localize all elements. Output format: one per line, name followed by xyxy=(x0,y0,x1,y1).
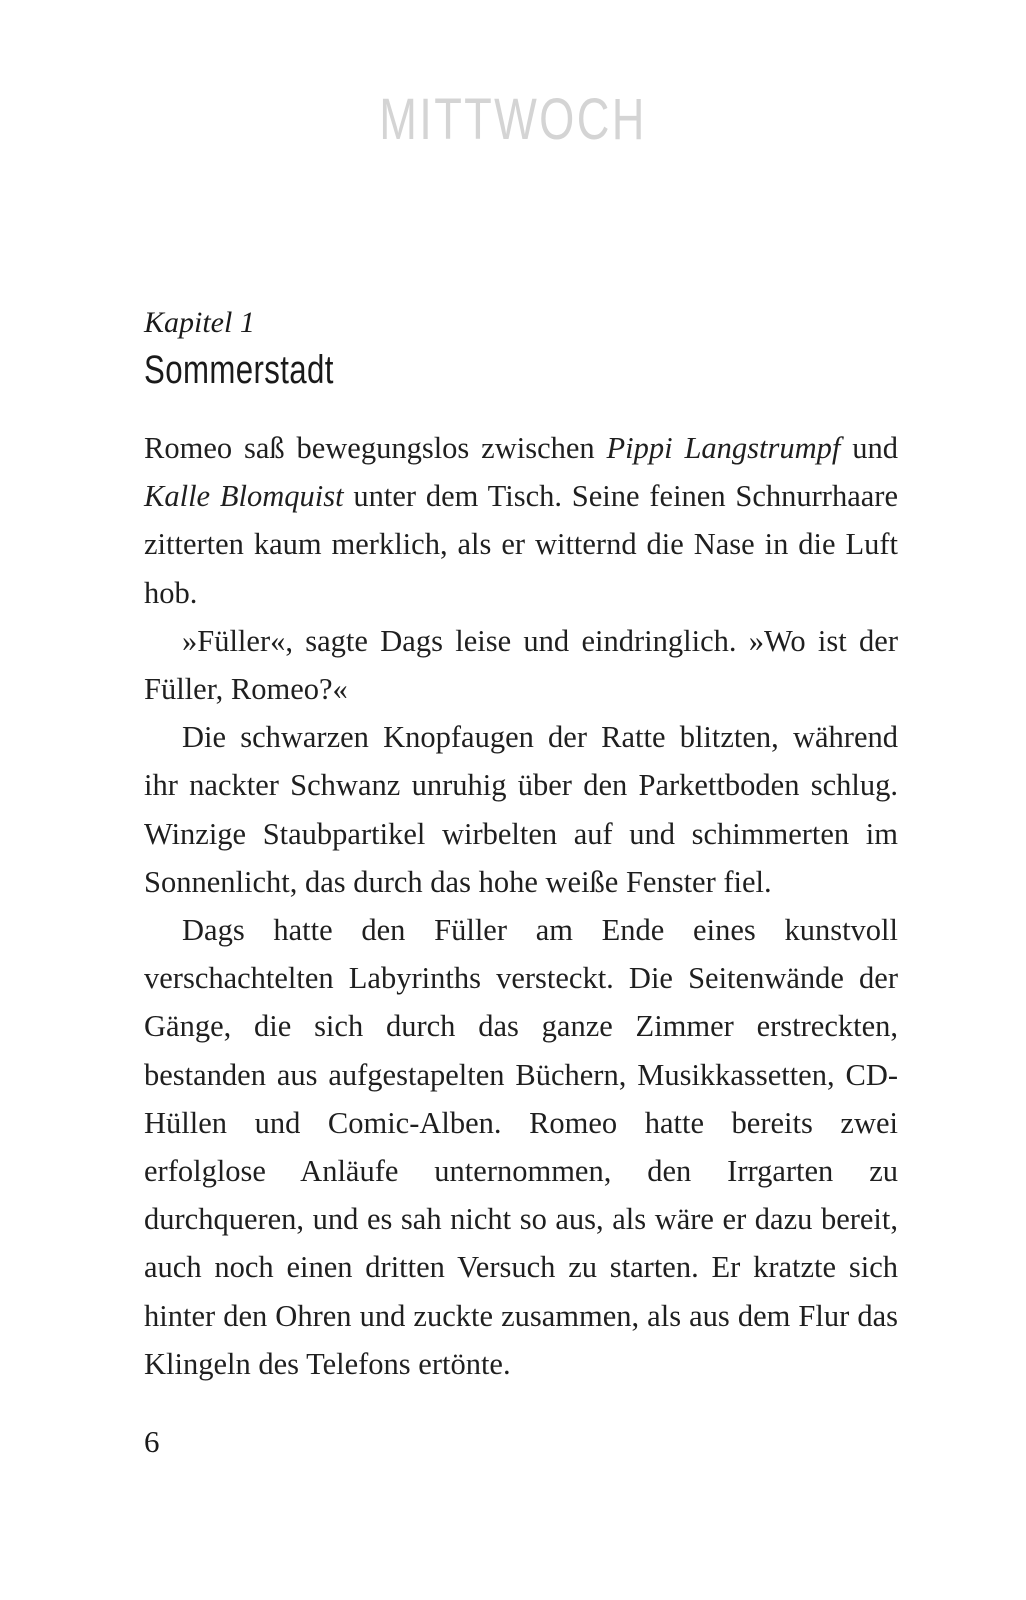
text-segment: unter dem Tisch. Seine feinen Schnurrhaare zitterten kaum merklich, als er witternd die Nase in die Luft hob. xyxy=(144,479,898,610)
book-title-italic: Kalle Blomquist xyxy=(144,479,344,514)
paragraph-1 xyxy=(144,424,898,617)
body-text xyxy=(144,424,898,1388)
paragraph-3 xyxy=(144,713,898,906)
paragraph-2 xyxy=(144,617,898,713)
text-segment: Dags hatte den Füller am Ende eines kunstvoll verschachtelten Labyrinths versteckt. Die Seitenwände der Gänge, die sich durch das ganze Zimmer erstreckten, bestanden aus aufgestapelten Büchern, Musikkassetten, CD-Hüllen und Comic-Alben. Romeo hatte bereits zwei erfolglose Anläufe unternommen, den Irrgarten zu durchqueren, und es sah nicht so aus, als wäre er dazu bereit, auch noch einen dritten Versuch zu starten. Er kratzte sich hinter den Ohren und zuckte zusammen, als aus dem Flur das Klingeln des Telefons ertönte. xyxy=(144,913,898,1381)
text-segment: Die schwarzen Knopfaugen der Ratte blitzten, während ihr nackter Schwanz unruhig über den Parkettboden schlug. Winzige Staubpartikel wirbelten auf und schimmerten im Sonnenlicht, das durch das hohe weiße Fenster fiel. xyxy=(144,720,898,899)
paragraph-4 xyxy=(144,906,898,1388)
text-segment: Romeo saß bewegungslos zwischen xyxy=(144,431,607,465)
text-segment: und xyxy=(840,431,899,465)
text-segment: »Füller«, sagte Dags leise und eindringlich. »Wo ist der Füller, Romeo?« xyxy=(144,623,898,707)
chapter-title: Sommerstadt xyxy=(144,348,334,392)
chapter-label: Kapitel 1 xyxy=(144,306,255,339)
section-title: MITTWOCH xyxy=(379,87,647,152)
book-title-italic: Pippi Langstrumpf xyxy=(606,431,841,465)
page-number: 6 xyxy=(144,1424,160,1459)
